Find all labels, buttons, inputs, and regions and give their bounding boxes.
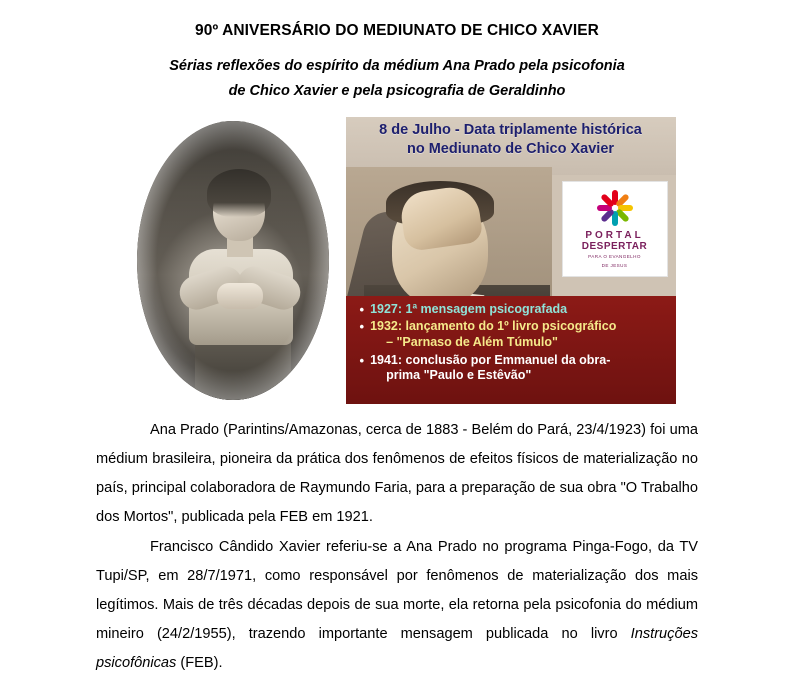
poster-bullet-text: 1941: conclusão por Emmanuel da obra-: [370, 352, 611, 367]
poster-bullet-item: [360, 302, 668, 318]
portal-despertar-logo: [562, 181, 668, 277]
poster-bullet-item: [360, 353, 668, 384]
poster-bullet-text: 1932: lançamento do 1º livro psicográfico: [370, 319, 617, 334]
poster-bullet-continuation: – "Parnaso de Além Túmulo": [386, 335, 558, 349]
logo-subline-2: DE JESUS: [601, 262, 628, 268]
page-subtitle-line-2: de Chico Xavier e pela psicografia de Geraldinho: [228, 83, 566, 100]
page-title: 90º ANIVERSÁRIO DO MEDIUNATO DE CHICO XAVIER: [195, 22, 599, 39]
bullet-dot-icon: •: [359, 319, 365, 335]
paragraph-ana-prado-biography: Ana Prado (Parintins/Amazonas, cerca de 1883 - Belém do Pará, 23/4/1923) foi uma médium brasileira, pioneira da prática dos fenômenos de efeitos físicos de materialização no país, principal colaboradora de Raymundo Faria, para a preparação de sua obra "O Trabalho dos Mortos", publicada pela FEB em 1921.: [96, 421, 698, 526]
book-title-instrucoes-psicofonicas: Instruções psicofônicas: [96, 626, 698, 672]
poster-heading: [346, 121, 676, 160]
portrait-vignette: [137, 121, 329, 400]
poster-heading-line-2: no Mediunato de Chico Xavier: [406, 141, 615, 158]
logo-subline-1: PARA O EVANGELHO: [588, 253, 641, 259]
page-subtitle-line-1: Sérias reflexões do espírito da médium Ana Prado pela psicofonia: [169, 58, 625, 74]
bullet-dot-icon: •: [359, 352, 365, 368]
poster-bullet-text: 1927: 1ª mensagem psicografada: [370, 301, 568, 316]
logo-word-portal: PORTAL: [585, 229, 644, 241]
poster-heading-line-1: 8 de Julho - Data triplamente histórica: [379, 121, 642, 138]
chico-xavier-poster: [346, 117, 676, 404]
paragraph-2-part-2: (FEB).: [176, 655, 223, 672]
ana-prado-portrait-photo: [119, 117, 346, 404]
paragraph-2-part-1: Francisco Cândido Xavier referiu-se a Ana Prado no programa Pinga-Fogo, da TV Tupi/SP, em 28/7/1971, como responsável por fenômenos de materialização dos mais legítimos. Mais de três décadas depois de sua morte, ela retorna pela psicofonia do médium mineiro (24/2/1955), trazendo importante mensagem publicada no livro: [96, 538, 698, 643]
poster-bullet-list: [346, 296, 676, 404]
page-subtitle: [96, 54, 698, 105]
portrait-oval-frame: [137, 121, 329, 400]
paragraph-chico-xavier-reference: [96, 533, 698, 679]
sunburst-icon: [595, 188, 635, 228]
bullet-dot-icon: •: [359, 301, 365, 317]
poster-bullet-item: [360, 319, 668, 350]
poster-bullet-continuation: prima "Paulo e Estêvão": [386, 368, 532, 383]
body-text: [96, 416, 698, 679]
figure-group: [96, 117, 698, 404]
logo-word-despertar: DESPERTAR: [581, 240, 648, 252]
